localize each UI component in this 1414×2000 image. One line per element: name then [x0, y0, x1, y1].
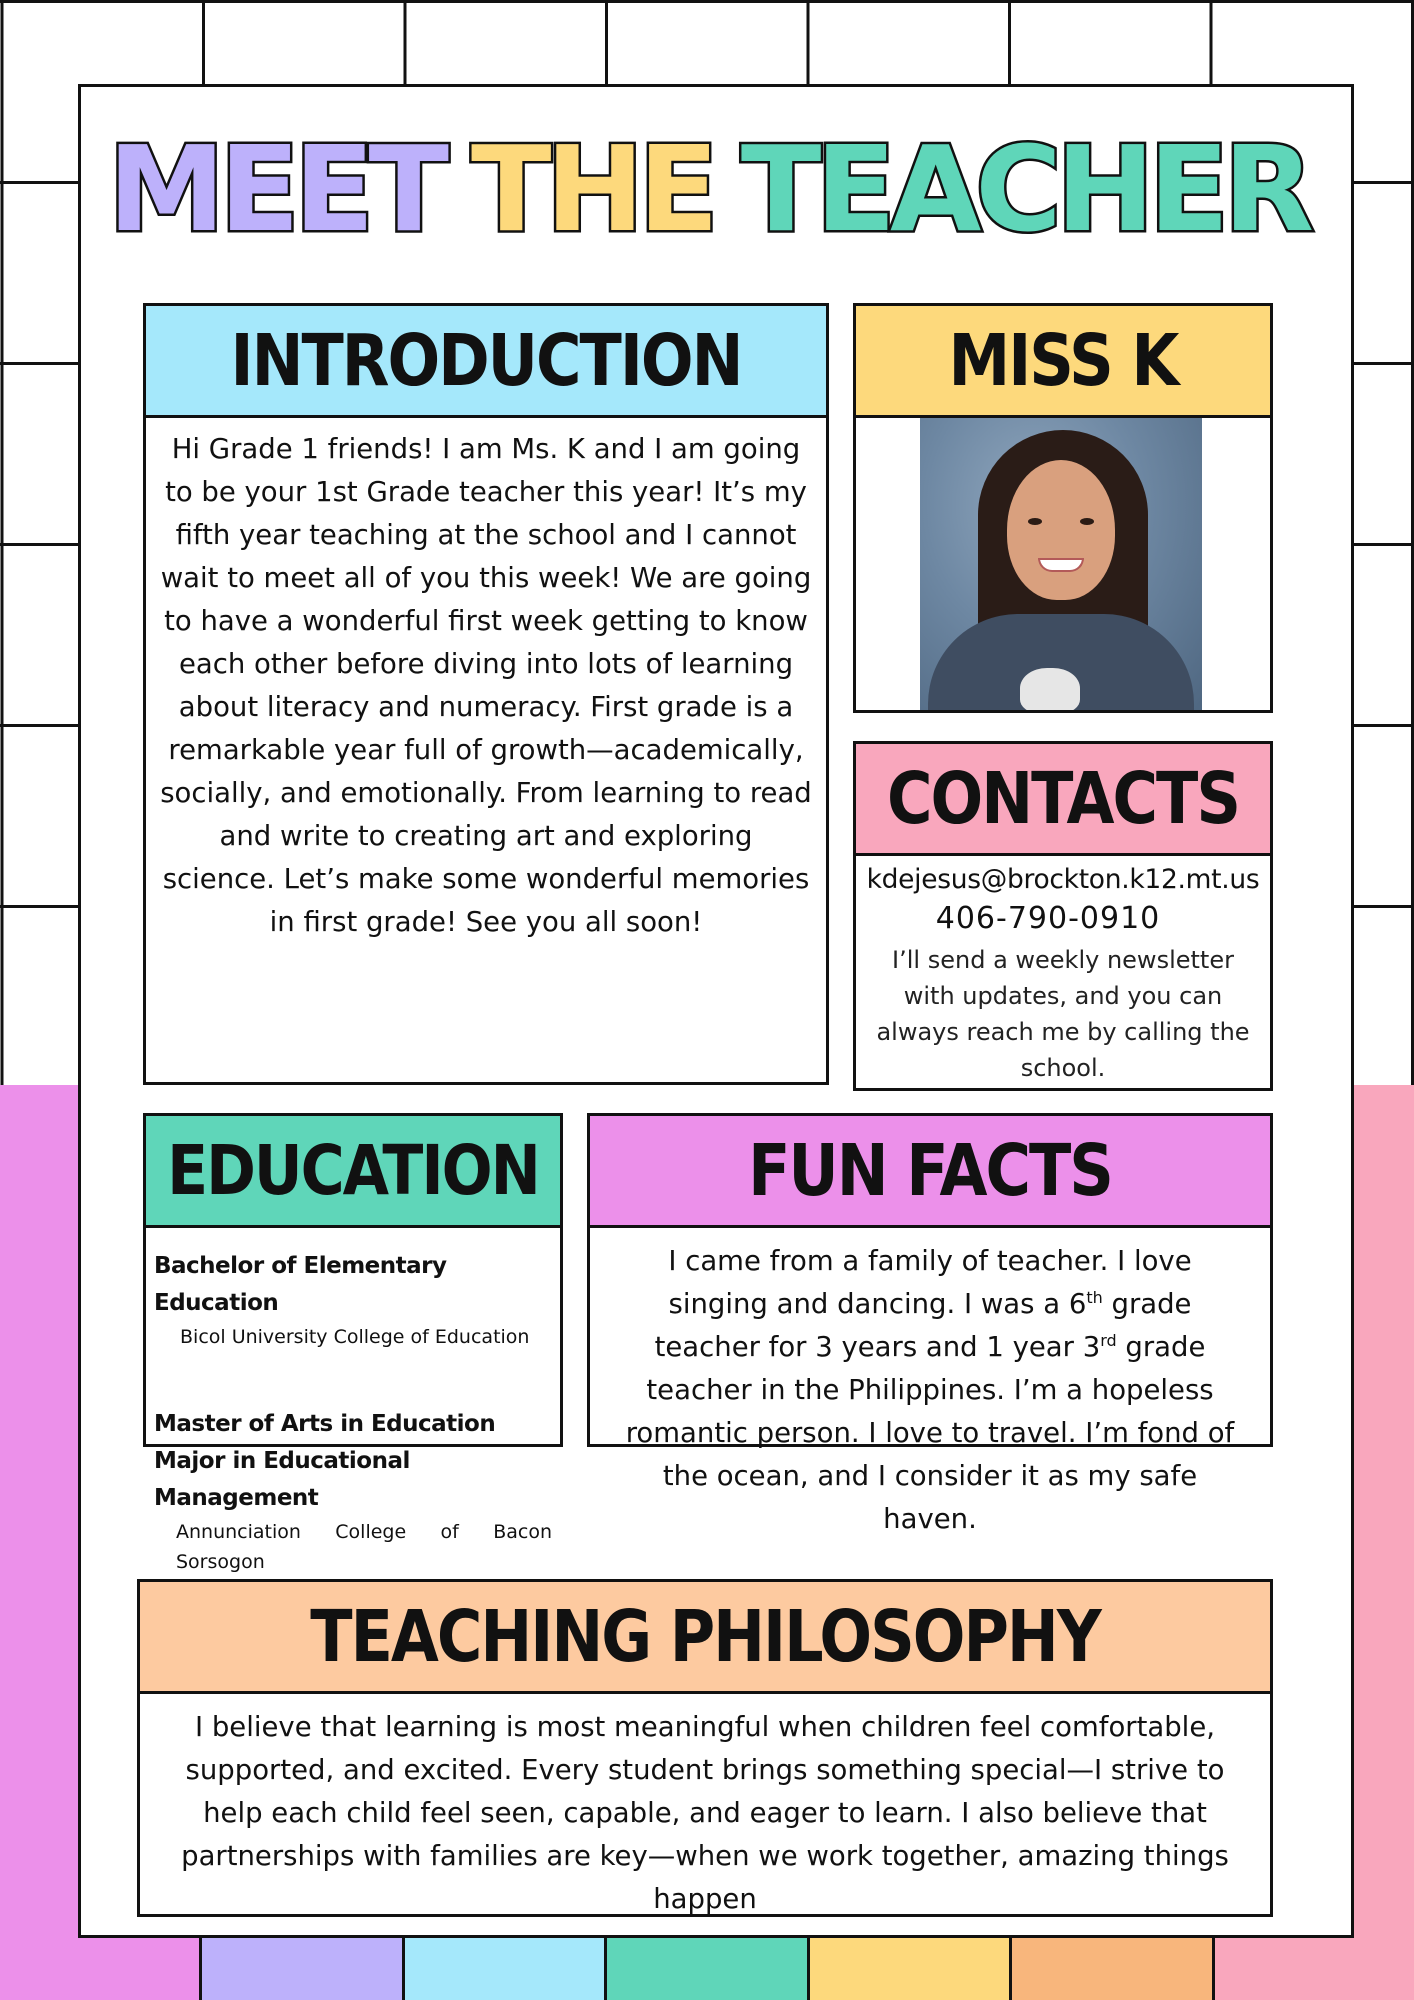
education-degree: Master of Arts in Education Major in Educational Management: [154, 1411, 496, 1511]
contact-note: I’ll send a weekly newsletter with updates, and you can always reach me by calling the school.: [876, 946, 1250, 1082]
poster-card: [78, 84, 1354, 1938]
teacher-name-header: [856, 306, 1270, 418]
teacher-photo: [920, 418, 1202, 710]
fun-facts-text: [590, 1228, 1270, 1541]
photo-smile: [1038, 558, 1084, 572]
title-word-meet: MEET: [107, 120, 444, 258]
teaching-philosophy-header: [140, 1582, 1270, 1694]
introduction-text: Hi Grade 1 friends! I am Ms. K and I am going to be your 1st Grade teacher this year! It’s my fifth year teaching at the school and I cannot wait to meet all of you this week! We are going to have a wonderful first week getting to know each other before diving into lots of learning about literacy and numeracy. First grade is a remarkable year full of growth—academically, socially, and emotionally. From learning to read and write to creating art and exploring science. Let’s make some wonderful memories in first grade! See you all soon!: [160, 433, 812, 938]
fun-facts-sup: rd: [1100, 1330, 1117, 1350]
fun-facts-heading: FUN FACTS: [748, 1128, 1112, 1213]
fun-facts-part: grade teacher for 3 years and 1 year 3: [654, 1288, 1192, 1363]
strip-cell: [807, 1938, 1009, 2000]
photo-shirt-print: [1020, 668, 1080, 710]
bottom-color-strip: [0, 1938, 1414, 2000]
fun-facts-part: I came from a family of teacher. I love singing and dancing. I was a 6: [668, 1245, 1192, 1320]
strip-cell: [604, 1938, 806, 2000]
fun-facts-part: grade teacher in the Philippines. I’m a hopeless romantic person. I love to travel. I’m fond of the ocean, and I consider it as my safe haven.: [625, 1331, 1235, 1535]
strip-cell: [199, 1938, 401, 2000]
introduction-header: [146, 306, 826, 418]
introduction-section: [143, 303, 829, 1085]
education-school: Annunciation College of Bacon Sorsogon: [176, 1521, 552, 1573]
title-word-the: THE: [471, 120, 713, 258]
contacts-section: [853, 741, 1273, 1091]
photo-eye: [1028, 518, 1042, 525]
title-word-teacher: TEACHER: [740, 120, 1309, 258]
teaching-philosophy-text: I believe that learning is most meaningful when children feel comfortable, supported, and excited. Every student brings something special—I strive to help each child feel seen, capable, and eager to learn. I also believe that partnerships with families are key—when we work together, amazing things happen: [181, 1711, 1229, 1915]
education-degree: Bachelor of Elementary Education: [154, 1253, 447, 1316]
page-title: [107, 119, 1309, 259]
strip-cell: [1009, 1938, 1211, 2000]
education-section: [143, 1113, 563, 1573]
photo-eye: [1080, 518, 1094, 525]
education-school: Bicol University College of Education: [180, 1326, 530, 1348]
strip-cell: [1212, 1938, 1414, 2000]
fun-facts-header: [590, 1116, 1270, 1228]
teaching-philosophy-section: [137, 1579, 1273, 1917]
background-left-band: [0, 1085, 80, 2000]
strip-cell: [0, 1938, 199, 2000]
contacts-header: [856, 744, 1270, 856]
contact-phone[interactable]: 406-790-0910: [935, 901, 1161, 936]
contact-email[interactable]: kdejesus@brockton.k12.mt.us: [866, 864, 1260, 895]
education-header: [146, 1116, 560, 1228]
fun-facts-sup: th: [1086, 1287, 1103, 1307]
introduction-heading: INTRODUCTION: [230, 318, 742, 403]
photo-face: [1007, 460, 1115, 600]
contacts-heading: CONTACTS: [886, 756, 1239, 841]
teacher-name: MISS K: [948, 318, 1178, 403]
teacher-name-section: [853, 303, 1273, 713]
teaching-philosophy-heading: TEACHING PHILOSOPHY: [310, 1594, 1100, 1679]
education-heading: EDUCATION: [167, 1130, 539, 1211]
strip-cell: [402, 1938, 604, 2000]
fun-facts-section: [587, 1113, 1273, 1535]
